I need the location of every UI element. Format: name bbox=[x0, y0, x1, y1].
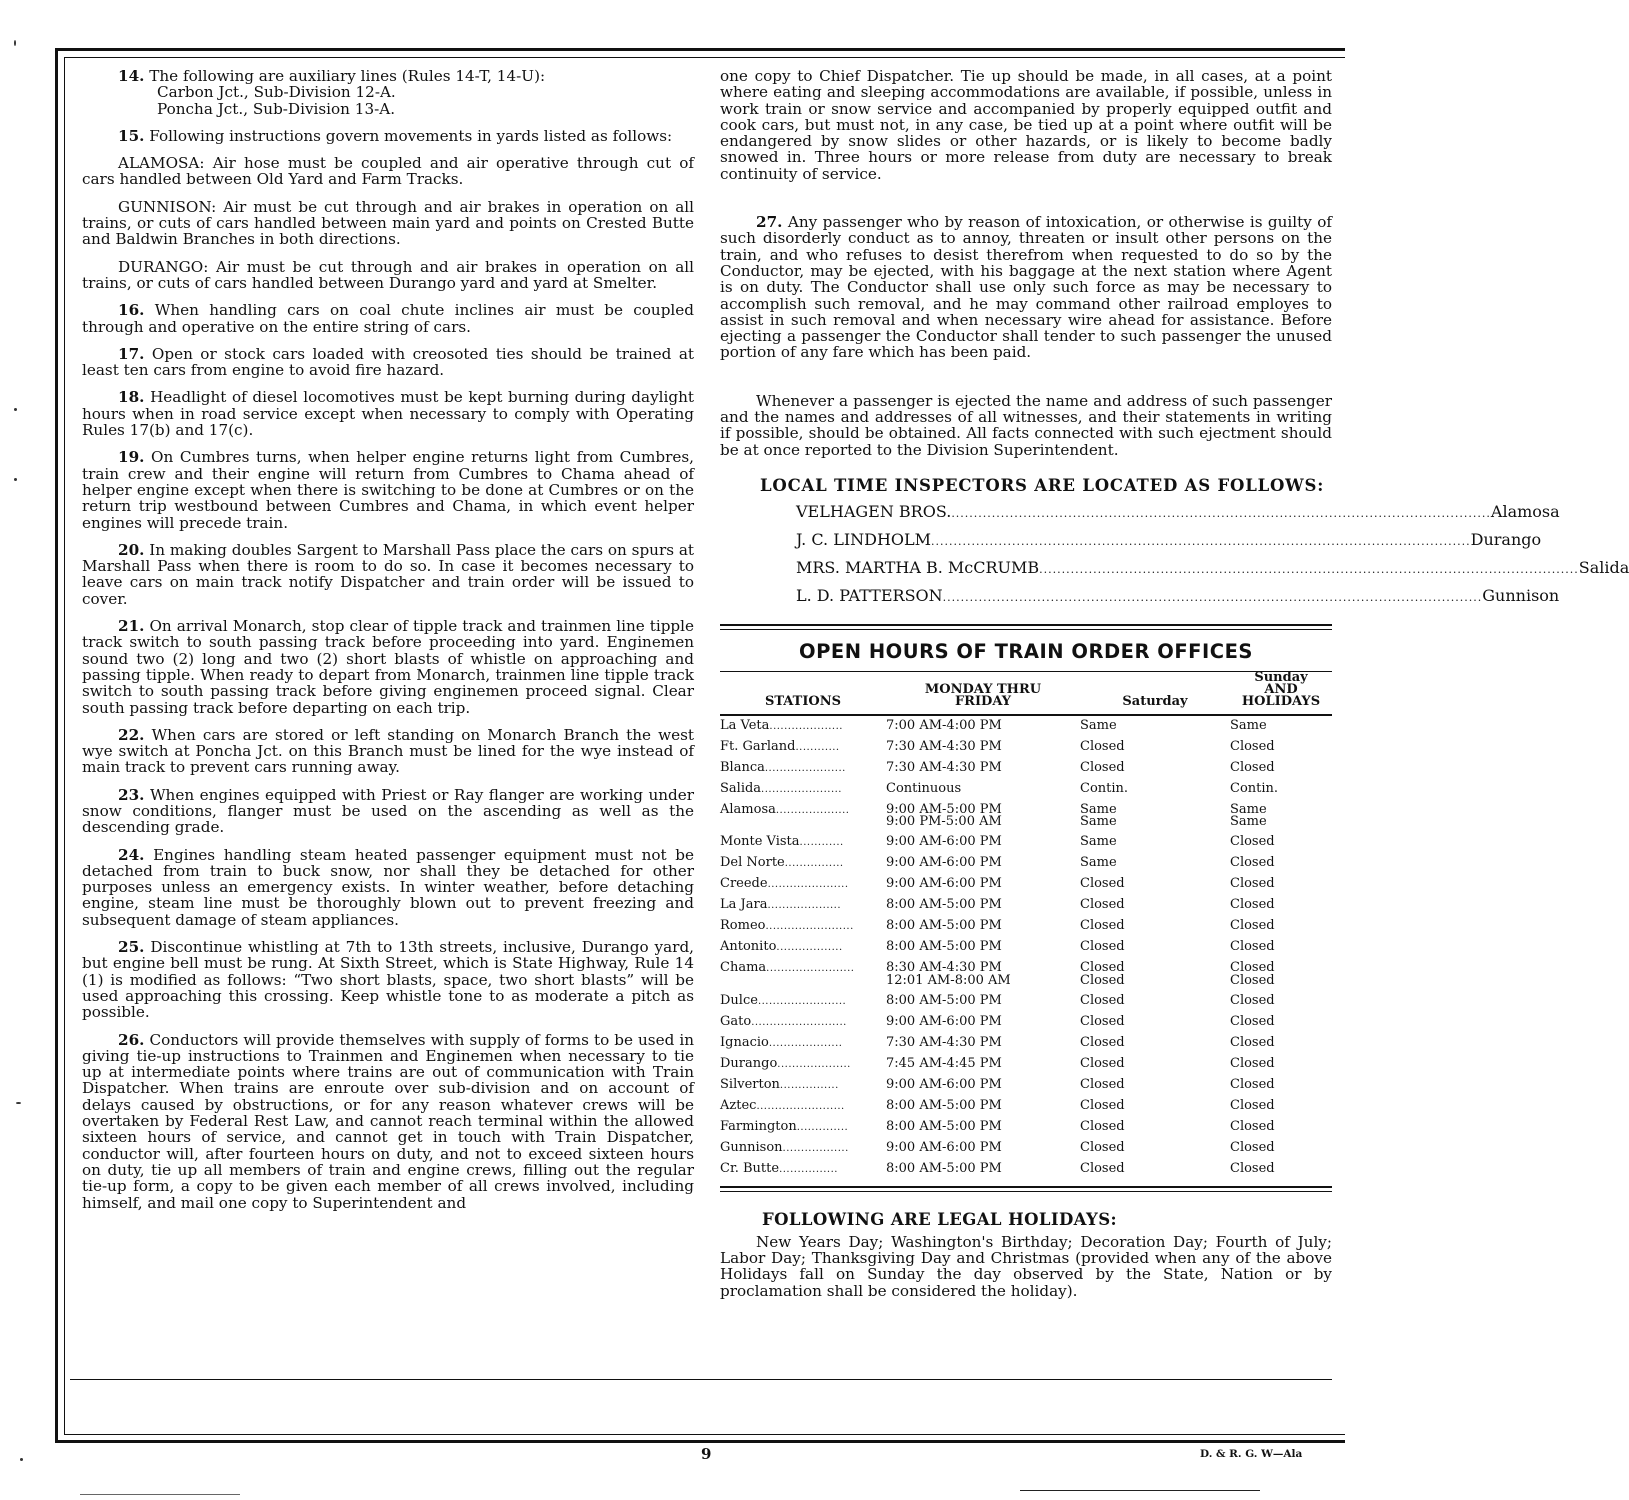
rule-15 bbox=[82, 128, 694, 144]
leader-dots: .................. bbox=[782, 1142, 849, 1154]
col-saturday: Saturday bbox=[1122, 693, 1188, 709]
station-cell bbox=[720, 1054, 886, 1075]
sunday-hours-cell: Closed bbox=[1230, 918, 1275, 934]
leader-dots: ........................ bbox=[757, 995, 847, 1007]
rule-text: On Cumbres turns, when helper engine returns light from Cumbres, train crew and their engine will return from Cumbres to Chama ahead of helper engine except when there is switching to be done at Cumbres or on the return trip westbound between Cumbres and Chama, in which event helper engines will precede train. bbox=[82, 448, 694, 532]
sunday-hours-cell: Closed bbox=[1230, 1097, 1275, 1113]
station-name: Antonito bbox=[720, 939, 777, 955]
sunday-hours-cell: Same bbox=[1230, 717, 1267, 733]
inspector-row bbox=[796, 502, 1560, 532]
ejection-report: Whenever a passenger is ejected the name and address of such passenger and the names and addresses of all witnesses, and their statements in writing if possible, should be obtained. All facts connected with such ejectment should be at once reported to the Division Superintendent. bbox=[720, 391, 1332, 459]
rule-number: 24. bbox=[118, 845, 145, 864]
leader-dots: .............. bbox=[796, 1121, 849, 1133]
table-row bbox=[720, 958, 1332, 991]
weekday-hours-cell: 7:30 AM-4:30 PM bbox=[886, 1034, 1002, 1050]
table-row bbox=[720, 715, 1332, 737]
table-row bbox=[720, 1012, 1332, 1033]
sunday-hours-cell: Closed bbox=[1230, 1034, 1275, 1050]
saturday-hours-cell: Closed bbox=[1080, 1160, 1125, 1176]
sunday-hours-cell: Closed bbox=[1230, 1160, 1275, 1176]
table-row bbox=[720, 1054, 1332, 1075]
section-divider bbox=[720, 624, 1332, 630]
station-name: Aztec bbox=[720, 1097, 757, 1113]
leader-dots: .................... bbox=[768, 1037, 843, 1049]
table-row bbox=[720, 937, 1332, 958]
table-row bbox=[720, 874, 1332, 895]
station-name: Del Norte bbox=[720, 855, 785, 871]
sunday-hours-cell: Closed bbox=[1230, 897, 1275, 913]
rule-number: 16. bbox=[118, 301, 145, 320]
saturday-hours-cell: Closed bbox=[1080, 1097, 1125, 1113]
saturday-hours-cell: Closed bbox=[1080, 939, 1125, 955]
saturday-hours-cell: Closed bbox=[1080, 1118, 1125, 1134]
weekday-hours-cell: Continuous bbox=[886, 780, 962, 796]
rule-text: Open or stock cars loaded with creosoted ties should be trained at least ten cars from engine to avoid fire hazard. bbox=[82, 344, 695, 380]
rule-19 bbox=[82, 449, 694, 530]
rule-text: In making doubles Sargent to Marshall Pass place the cars on spurs at Marshall Pass when there is room to do so. In case it becomes necessary to leave cars on main track notify Dispatcher and train order will be issued to cover. bbox=[82, 540, 695, 608]
station-cell bbox=[720, 758, 886, 779]
station-name: Dulce bbox=[720, 992, 758, 1008]
saturday-hours-cell: Closed bbox=[1080, 738, 1125, 754]
rule-18 bbox=[82, 389, 694, 438]
station-cell bbox=[720, 1096, 886, 1117]
saturday-hours-cell: Closed bbox=[1080, 1034, 1125, 1050]
yard-alamosa: ALAMOSA: Air hose must be coupled and air operative through cut of cars handled between Old Yard and Farm Tracks. bbox=[82, 154, 694, 189]
station-cell bbox=[720, 991, 886, 1012]
rule-text: Any passenger who by reason of intoxication, or otherwise is guilty of such disorderly conduct as to annoy, threaten or insult other persons on the train, and who refuses to desist therefrom when requested to do so by the Conductor, may be ejected, with his baggage at the next station where Agent is on duty. The Conductor shall use only such force as may be necessary to accomplish such removal, and he may command other railroad employes to assist in such removal and when necessary wire ahead for assistance. Before ejecting a passenger the Conductor shall tender to such passenger the unused portion of any fare which has been paid. bbox=[720, 213, 1333, 362]
sunday-hours-cell: Closed bbox=[1230, 834, 1275, 850]
sunday-hours-cell: Closed bbox=[1230, 1118, 1275, 1134]
scan-line bbox=[80, 1494, 240, 1495]
weekday-hours-cell: 8:00 AM-5:00 PM bbox=[886, 1118, 1002, 1134]
station-cell bbox=[720, 832, 886, 853]
station-name: La Jara bbox=[720, 897, 768, 913]
station-name: Creede bbox=[720, 876, 768, 892]
scan-mark bbox=[14, 40, 16, 46]
station-cell bbox=[720, 853, 886, 874]
table-row bbox=[720, 1159, 1332, 1180]
inspector-name: MRS. MARTHA B. McCRUMB bbox=[796, 558, 1040, 578]
weekday-hours-cell: 9:00 AM-6:00 PM bbox=[886, 1013, 1002, 1029]
saturday-hours-cell: Closed bbox=[1080, 992, 1125, 1008]
leader-dots: ........................................................................................................................ bbox=[951, 507, 1491, 521]
table-row bbox=[720, 895, 1332, 916]
table-row bbox=[720, 991, 1332, 1012]
station-name: Silverton bbox=[720, 1076, 780, 1092]
leader-dots: ................ bbox=[784, 858, 844, 870]
rule-22 bbox=[82, 727, 694, 776]
leader-dots: ........................ bbox=[765, 921, 854, 933]
leader-dots: .................. bbox=[776, 942, 843, 954]
rule-number: 23. bbox=[118, 785, 145, 804]
rule-24 bbox=[82, 847, 694, 928]
leader-dots: ............ bbox=[799, 837, 844, 849]
leader-dots: ................ bbox=[779, 1079, 839, 1091]
leader-dots: ........................ bbox=[756, 1100, 845, 1112]
right-column bbox=[720, 67, 1629, 1300]
weekday-hours-cell: 7:30 AM-4:30 PM bbox=[886, 738, 1002, 754]
inspector-city: Durango bbox=[1470, 530, 1542, 550]
rule-26 bbox=[82, 1032, 694, 1211]
rule-text: Discontinue whistling at 7th to 13th streets, inclusive, Durango yard, but engine bell must be rung. At Sixth Street, which is State Highway, Rule 14 (1) is modified as follows: “Two short blasts, space, two short blasts” will be used approaching this crossing. Keep whistle tone to as moderate a pitch as possible. bbox=[82, 938, 694, 1022]
station-cell bbox=[720, 779, 886, 800]
weekday-hours-cell: 8:00 AM-5:00 PM bbox=[886, 939, 1002, 955]
saturday-hours-cell: Same bbox=[1080, 855, 1117, 871]
leader-dots: ................ bbox=[779, 1163, 838, 1175]
inspectors-heading: LOCAL TIME INSPECTORS ARE LOCATED AS FOLLOWS: bbox=[760, 475, 1325, 495]
bottom-rule bbox=[70, 1379, 1332, 1380]
station-name: Durango bbox=[720, 1055, 778, 1071]
station-cell bbox=[720, 1012, 886, 1033]
yard-durango: DURANGO: Air must be cut through and air brakes in operation on all trains, or cuts of cars handled between Durango yard and yard at Smelter. bbox=[82, 257, 694, 292]
rule-text: When cars are stored or left standing on Monarch Branch the west wye switch at Poncha Jct. on this Branch must be lined for the wye instead of main track to prevent cars running away. bbox=[82, 725, 695, 777]
saturday-hours-cell: Contin. bbox=[1080, 780, 1129, 796]
station-name: Alamosa bbox=[720, 801, 776, 817]
rule-26-continued: one copy to Chief Dispatcher. Tie up should be made, in all cases, at a point where eating and sleeping accommodations are available, if possible, unless in work train or snow service and accompanied by properly equipped outfit and cook cars, but must not, in any case, be tied up at a point where outfit will be endangered by snow slides or other hazards, or is likely to become badly snowed in. Three hours or more release from duty are necessary to break continuity of service. bbox=[720, 67, 1332, 183]
station-cell bbox=[720, 1075, 886, 1096]
hours-table bbox=[720, 671, 1332, 1180]
leader-dots: ........................................................................................................................ bbox=[942, 591, 1483, 605]
station-cell bbox=[720, 895, 886, 916]
sunday-hours-cell: Contin. bbox=[1230, 780, 1279, 796]
inspector-name: L. D. PATTERSON bbox=[796, 586, 943, 606]
aux-line: Carbon Jct., Sub-Division 12-A. bbox=[157, 83, 396, 102]
weekday-hours-cell: 8:00 AM-5:00 PM bbox=[886, 897, 1002, 913]
rule-number: 15. bbox=[118, 126, 145, 145]
rule-text: When engines equipped with Priest or Ray flanger are working under snow conditions, flanger must be used on the ascending as well as the descending grade. bbox=[82, 785, 694, 837]
leader-dots: ........................................................................................................................ bbox=[1039, 563, 1579, 577]
rule-number: 21. bbox=[118, 617, 145, 636]
saturday-hours-cell: Closed bbox=[1080, 876, 1125, 892]
station-name: Blanca bbox=[720, 759, 765, 775]
sunday-hours-cell: Closed bbox=[1230, 1139, 1275, 1155]
leader-dots: .................... bbox=[775, 804, 850, 816]
saturday-hours-cell: Same Same bbox=[1080, 801, 1117, 830]
table-row bbox=[720, 916, 1332, 937]
scan-line bbox=[1020, 1490, 1260, 1491]
station-cell bbox=[720, 800, 886, 833]
rule-number: 20. bbox=[118, 540, 145, 559]
station-cell bbox=[720, 1117, 886, 1138]
rule-25 bbox=[82, 939, 694, 1020]
sunday-hours-cell: Closed Closed bbox=[1230, 960, 1275, 988]
leader-dots: ............ bbox=[795, 741, 840, 753]
weekday-hours-cell: 8:00 AM-5:00 PM bbox=[886, 1160, 1002, 1176]
page-number: 9 bbox=[701, 1445, 712, 1463]
table-row bbox=[720, 779, 1332, 800]
sunday-hours-cell: Closed bbox=[1230, 1076, 1275, 1092]
leader-dots: .................... bbox=[777, 1058, 851, 1070]
weekday-hours-cell: 8:00 AM-5:00 PM bbox=[886, 1097, 1002, 1113]
holidays-heading: FOLLOWING ARE LEGAL HOLIDAYS: bbox=[762, 1209, 1118, 1229]
table-header-row bbox=[720, 671, 1332, 715]
rule-number: 14. bbox=[118, 67, 145, 85]
station-name: La Veta bbox=[720, 717, 770, 733]
left-column bbox=[82, 68, 694, 1222]
station-cell bbox=[720, 1138, 886, 1159]
weekday-hours-cell: 9:00 AM-6:00 PM bbox=[886, 855, 1002, 871]
rule-20 bbox=[82, 542, 694, 607]
col-sunday: Sunday AND HOLIDAYS bbox=[1241, 669, 1321, 709]
station-cell bbox=[720, 715, 886, 737]
saturday-hours-cell: Closed bbox=[1080, 1055, 1125, 1071]
rule-16 bbox=[82, 302, 694, 335]
rule-number: 18. bbox=[118, 388, 145, 407]
saturday-hours-cell: Closed bbox=[1080, 897, 1125, 913]
inspectors-list bbox=[796, 502, 1629, 616]
station-name: Gunnison bbox=[720, 1139, 783, 1155]
rule-text: When handling cars on coal chute inclines air must be coupled through and operative on the entire string of cars. bbox=[82, 301, 694, 336]
rule-14 bbox=[118, 68, 694, 117]
leader-dots: ...................... bbox=[767, 879, 849, 891]
rule-text: Engines handling steam heated passenger equipment must not be detached from train to buck snow, nor shall they be detached for other purposes unless an emergency exists. In winter weather, before detaching engine, steam line must be thoroughly blown out to prevent freezing and subsequent damage of steam appliances. bbox=[82, 845, 694, 929]
saturday-hours-cell: Closed bbox=[1080, 1076, 1125, 1092]
station-name: Cr. Butte bbox=[720, 1160, 780, 1176]
leader-dots: ........................................................................................................................ bbox=[931, 535, 1471, 549]
table-row bbox=[720, 758, 1332, 779]
table-row bbox=[720, 853, 1332, 874]
col-stations: STATIONS bbox=[764, 693, 842, 709]
weekday-hours-cell: 9:00 AM-6:00 PM bbox=[886, 1076, 1002, 1092]
leader-dots: ........................ bbox=[766, 963, 855, 975]
station-cell bbox=[720, 874, 886, 895]
station-cell bbox=[720, 737, 886, 758]
scan-mark bbox=[14, 478, 17, 481]
col-weekday: MONDAY THRU FRIDAY bbox=[924, 681, 1042, 709]
weekday-hours-cell: 9:00 AM-6:00 PM bbox=[886, 834, 1002, 850]
table-row bbox=[720, 800, 1332, 833]
weekday-hours-cell: 7:00 AM-4:00 PM bbox=[886, 717, 1002, 733]
table-row bbox=[720, 1033, 1332, 1054]
saturday-hours-cell: Closed bbox=[1080, 1013, 1125, 1029]
hours-table-title: OPEN HOURS OF TRAIN ORDER OFFICES bbox=[799, 640, 1253, 664]
rule-number: 22. bbox=[118, 725, 145, 744]
inspector-name: VELHAGEN BROS. bbox=[796, 502, 952, 522]
station-name: Chama bbox=[720, 960, 767, 976]
table-row bbox=[720, 1117, 1332, 1138]
rule-text: The following are auxiliary lines (Rules 14-T, 14-U): bbox=[149, 67, 546, 85]
station-name: Romeo bbox=[720, 918, 766, 934]
saturday-hours-cell: Closed bbox=[1080, 918, 1125, 934]
leader-dots: .................... bbox=[769, 720, 843, 732]
leader-dots: ...................... bbox=[764, 762, 846, 774]
rule-27 bbox=[720, 214, 1332, 361]
scan-mark bbox=[14, 408, 17, 411]
station-cell bbox=[720, 1033, 886, 1054]
leader-dots: ...................... bbox=[761, 783, 842, 795]
station-name: Ignacio bbox=[720, 1034, 769, 1050]
rule-21 bbox=[82, 618, 694, 716]
weekday-hours-cell: 8:00 AM-5:00 PM bbox=[886, 918, 1002, 934]
station-name: Ft. Garland bbox=[720, 738, 796, 754]
inspector-row bbox=[796, 586, 1560, 616]
leader-dots: .................... bbox=[767, 900, 842, 912]
weekday-hours-cell: 9:00 AM-6:00 PM bbox=[886, 1139, 1002, 1155]
sunday-hours-cell: Closed bbox=[1230, 1055, 1275, 1071]
station-cell bbox=[720, 1159, 886, 1180]
rule-number: 17. bbox=[118, 344, 145, 363]
table-row bbox=[720, 1138, 1332, 1159]
rule-17 bbox=[82, 346, 694, 379]
station-cell bbox=[720, 937, 886, 958]
inspector-name: J. C. LINDHOLM bbox=[796, 530, 932, 550]
station-name: Salida bbox=[720, 780, 762, 796]
weekday-hours-cell: 9:00 AM-6:00 PM bbox=[886, 876, 1002, 892]
table-row bbox=[720, 832, 1332, 853]
sunday-hours-cell: Closed bbox=[1230, 738, 1275, 754]
scan-mark bbox=[20, 1458, 23, 1461]
inspector-row bbox=[796, 558, 1629, 588]
sunday-hours-cell: Closed bbox=[1230, 939, 1275, 955]
saturday-hours-cell: Closed bbox=[1080, 1139, 1125, 1155]
sunday-hours-cell: Closed bbox=[1230, 855, 1275, 871]
leader-dots: .......................... bbox=[751, 1016, 847, 1028]
rule-number: 27. bbox=[756, 213, 783, 232]
saturday-hours-cell: Closed bbox=[1080, 759, 1125, 775]
sunday-hours-cell: Closed bbox=[1230, 992, 1275, 1008]
table-row bbox=[720, 737, 1332, 758]
section-divider bbox=[720, 1186, 1332, 1192]
saturday-hours-cell: Same bbox=[1080, 717, 1117, 733]
rule-number: 26. bbox=[118, 1030, 145, 1049]
sunday-hours-cell: Same Same bbox=[1230, 801, 1267, 830]
inspector-city: Gunnison bbox=[1482, 586, 1560, 606]
station-name: Gato bbox=[720, 1013, 752, 1029]
inspector-city: Salida bbox=[1578, 558, 1629, 578]
rule-number: 19. bbox=[118, 448, 145, 467]
yard-gunnison: GUNNISON: Air must be cut through and air brakes in operation on all trains, or cuts of cars handled between main yard and points on Crested Butte and Baldwin Branches in both directions. bbox=[82, 197, 694, 249]
inspector-city: Alamosa bbox=[1490, 502, 1560, 522]
saturday-hours-cell: Closed Closed bbox=[1080, 960, 1125, 988]
sunday-hours-cell: Closed bbox=[1230, 759, 1275, 775]
rule-text: Headlight of diesel locomotives must be kept burning during daylight hours when in road service except when necessary to comply with Operating Rules 17(b) and 17(c). bbox=[82, 388, 694, 440]
weekday-hours-cell: 7:45 AM-4:45 PM bbox=[886, 1055, 1002, 1071]
aux-line: Poncha Jct., Sub-Division 13-A. bbox=[157, 99, 396, 118]
weekday-hours-cell: 9:00 AM-5:00 PM 9:00 PM-5:00 AM bbox=[886, 801, 1002, 830]
weekday-hours-cell: 7:30 AM-4:30 PM bbox=[886, 759, 1002, 775]
footer-publisher: D. & R. G. W—Ala bbox=[1200, 1448, 1303, 1460]
rule-text: Following instructions govern movements in yards listed as follows: bbox=[149, 126, 673, 145]
saturday-hours-cell: Same bbox=[1080, 834, 1117, 850]
weekday-hours-cell: 8:00 AM-5:00 PM bbox=[886, 992, 1002, 1008]
station-name: Farmington bbox=[720, 1118, 797, 1134]
station-name: Monte Vista bbox=[720, 834, 800, 850]
rule-number: 25. bbox=[118, 938, 145, 957]
inspector-row bbox=[796, 530, 1542, 560]
table-row bbox=[720, 1096, 1332, 1117]
holidays-text: New Years Day; Washington's Birthday; Decoration Day; Fourth of July; Labor Day; Thanksgiving Day and Christmas (provided when any of the above Holidays fall on Sunday the day observed by the State, Nation or by proclamation shall be considered the holiday). bbox=[720, 1232, 1332, 1300]
sunday-hours-cell: Closed bbox=[1230, 876, 1275, 892]
station-cell bbox=[720, 958, 886, 991]
table-row bbox=[720, 1075, 1332, 1096]
station-cell bbox=[720, 916, 886, 937]
rule-text: On arrival Monarch, stop clear of tipple track and trainmen line tipple track switch to south passing track before proceeding into yard. Enginemen sound two (2) long and two (2) short blasts of whistle on approaching and passing tipple. When ready to depart from Monarch, trainmen line tipple track switch to south passing track before giving enginemen proceed signal. Clear south passing track before departing on each trip. bbox=[82, 617, 695, 717]
scan-mark bbox=[16, 1102, 21, 1104]
rule-text: Conductors will provide themselves with supply of forms to be used in giving tie-up instructions to Trainmen and Enginemen when necessary to tie up at intermediate points where trains are out of communication with Train Dispatcher. When trains are enroute over sub-division and on account of delays caused by obstructions, or for any reason whatever crews will be overtaken by Federal Rest Law, and cannot reach terminal within the allowed sixteen hours of service, and cannot get in touch with Train Dispatcher, conductor will, after fourteen hours on duty, and not to exceed sixteen hours on duty, tie up all members of train and engine crews, filling out the regular tie-up form, a copy to be given each member of all crews involved, including himself, and mail one copy to Superintendent and bbox=[82, 1030, 694, 1212]
rule-23 bbox=[82, 787, 694, 836]
weekday-hours-cell: 8:30 AM-4:30 PM 12:01 AM-8:00 AM bbox=[886, 960, 1011, 988]
sunday-hours-cell: Closed bbox=[1230, 1013, 1275, 1029]
